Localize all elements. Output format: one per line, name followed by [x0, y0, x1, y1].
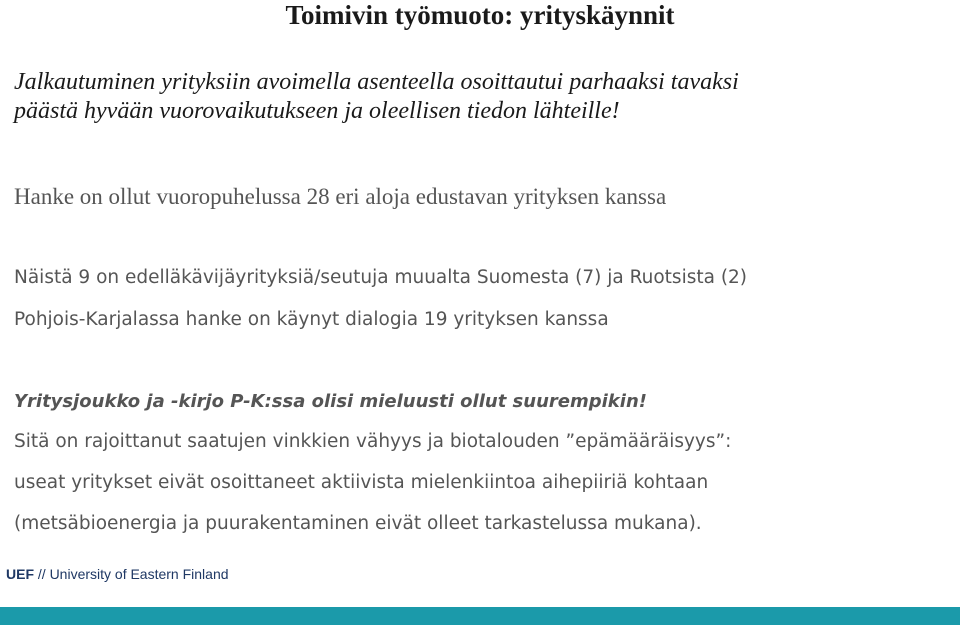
paragraph-limitations-line-2: useat yritykset eivät osoittaneet aktiivista mielenkiintoa aihepiiriä kohtaan — [14, 472, 709, 493]
highlight-statement: Yritysjoukko ja -kirjo P-K:ssa olisi mieluusti ollut suurempikin! — [14, 391, 647, 412]
paragraph-forerunners-line-2: Pohjois-Karjalassa hanke on käynyt dialogia 19 yrityksen kanssa — [14, 309, 609, 330]
paragraph-limitations-line-1: Sitä on rajoittanut saatujen vinkkien vähyys ja biotalouden ”epämääräisyys”: — [14, 431, 732, 452]
footer-university: University of Eastern Finland — [49, 566, 229, 582]
footer-separator: // — [34, 566, 50, 582]
bottom-accent-bar — [0, 607, 960, 625]
paragraph-forerunners-line-1: Näistä 9 on edelläkävijäyrityksiä/seutuja muualta Suomesta (7) ja Ruotsista (2) — [14, 267, 748, 288]
paragraph-company-dialogue: Hanke on ollut vuoropuhelussa 28 eri aloja edustavan yrityksen kanssa — [14, 184, 667, 209]
paragraph-limitations-line-3: (metsäbioenergia ja puurakentaminen eivät olleet tarkastelussa mukana). — [14, 513, 702, 534]
slide-title: Toimivin työmuoto: yrityskäynnit — [285, 0, 675, 30]
footer-brand: UEF — [6, 566, 34, 582]
intro-statement — [14, 68, 944, 126]
footer-uef — [6, 565, 229, 583]
intro-line-2: päästä hyvään vuorovaikutukseen ja oleellisen tiedon lähteille! — [14, 98, 620, 124]
intro-line-1: Jalkautuminen yrityksiin avoimella asenteella osoittautui parhaaksi tavaksi — [14, 69, 739, 95]
